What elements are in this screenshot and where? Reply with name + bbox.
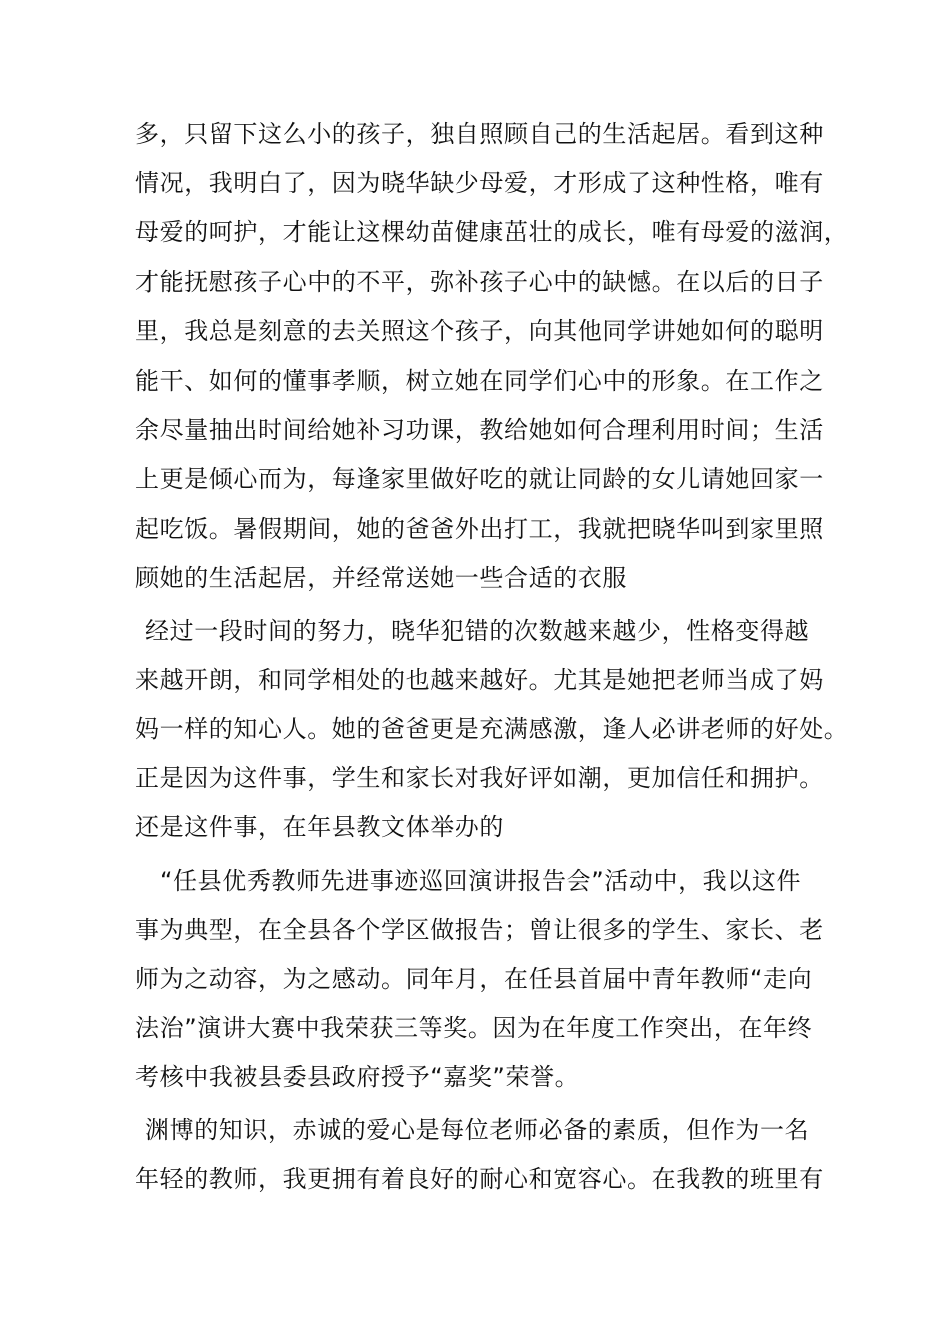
text-line: 考核中我被县委县政府授予“嘉奖”荣誉。 xyxy=(135,1063,580,1091)
text-line: 来越开朗，和同学相处的也越来越好。尤其是她把老师当成了妈 xyxy=(135,666,824,694)
paragraph-start-line: 经过一段时间的努力，晓华犯错的次数越来越少，性格变得越 xyxy=(145,617,810,645)
text-line: 师为之动容，为之感动。同年月，在任县首届中青年教师“走向 xyxy=(135,965,813,993)
paragraph-start-line: “任县优秀教师先进事迹巡回演讲报告会”活动中，我以这件 xyxy=(160,867,802,895)
text-line: 起吃饭。暑假期间，她的爸爸外出打工，我就把晓华叫到家里照 xyxy=(135,515,824,543)
text-line: 里，我总是刻意的去关照这个孩子，向其他同学讲她如何的聪明 xyxy=(135,317,824,345)
text-line: 正是因为这件事，学生和家长对我好评如潮，更加信任和拥护。 xyxy=(135,764,824,792)
text-line: 法治”演讲大赛中我荣获三等奖。因为在年度工作突出，在年终 xyxy=(135,1014,813,1042)
text-line: 余尽量抽出时间给她补习功课，教给她如何合理利用时间；生活 xyxy=(135,416,824,444)
text-line: 事为典型，在全县各个学区做报告；曾让很多的学生、家长、老 xyxy=(135,916,824,944)
text-line: 情况，我明白了，因为晓华缺少母爱，才形成了这种性格，唯有 xyxy=(135,169,824,197)
paragraph-start-line: 渊博的知识，赤诚的爱心是每位老师必备的素质，但作为一名 xyxy=(145,1116,810,1144)
text-line: 妈一样的知心人。她的爸爸更是充满感激，逢人必讲老师的好处。 xyxy=(135,715,849,743)
text-line: 还是这件事，在年县教文体举办的 xyxy=(135,813,504,841)
text-line: 上更是倾心而为，每逢家里做好吃的就让同龄的女儿请她回家一 xyxy=(135,465,824,493)
text-line: 年轻的教师，我更拥有着良好的耐心和宽容心。在我教的班里有 xyxy=(135,1165,824,1193)
text-line: 多，只留下这么小的孩子，独自照顾自己的生活起居。看到这种 xyxy=(135,120,824,148)
text-line: 能干、如何的懂事孝顺，树立她在同学们心中的形象。在工作之 xyxy=(135,367,824,395)
text-line: 母爱的呵护，才能让这棵幼苗健康茁壮的成长，唯有母爱的滋润， xyxy=(135,218,849,246)
text-line: 才能抚慰孩子心中的不平，弥补孩子心中的缺憾。在以后的日子 xyxy=(135,268,824,296)
text-line: 顾她的生活起居，并经常送她一些合适的衣服 xyxy=(135,564,627,592)
